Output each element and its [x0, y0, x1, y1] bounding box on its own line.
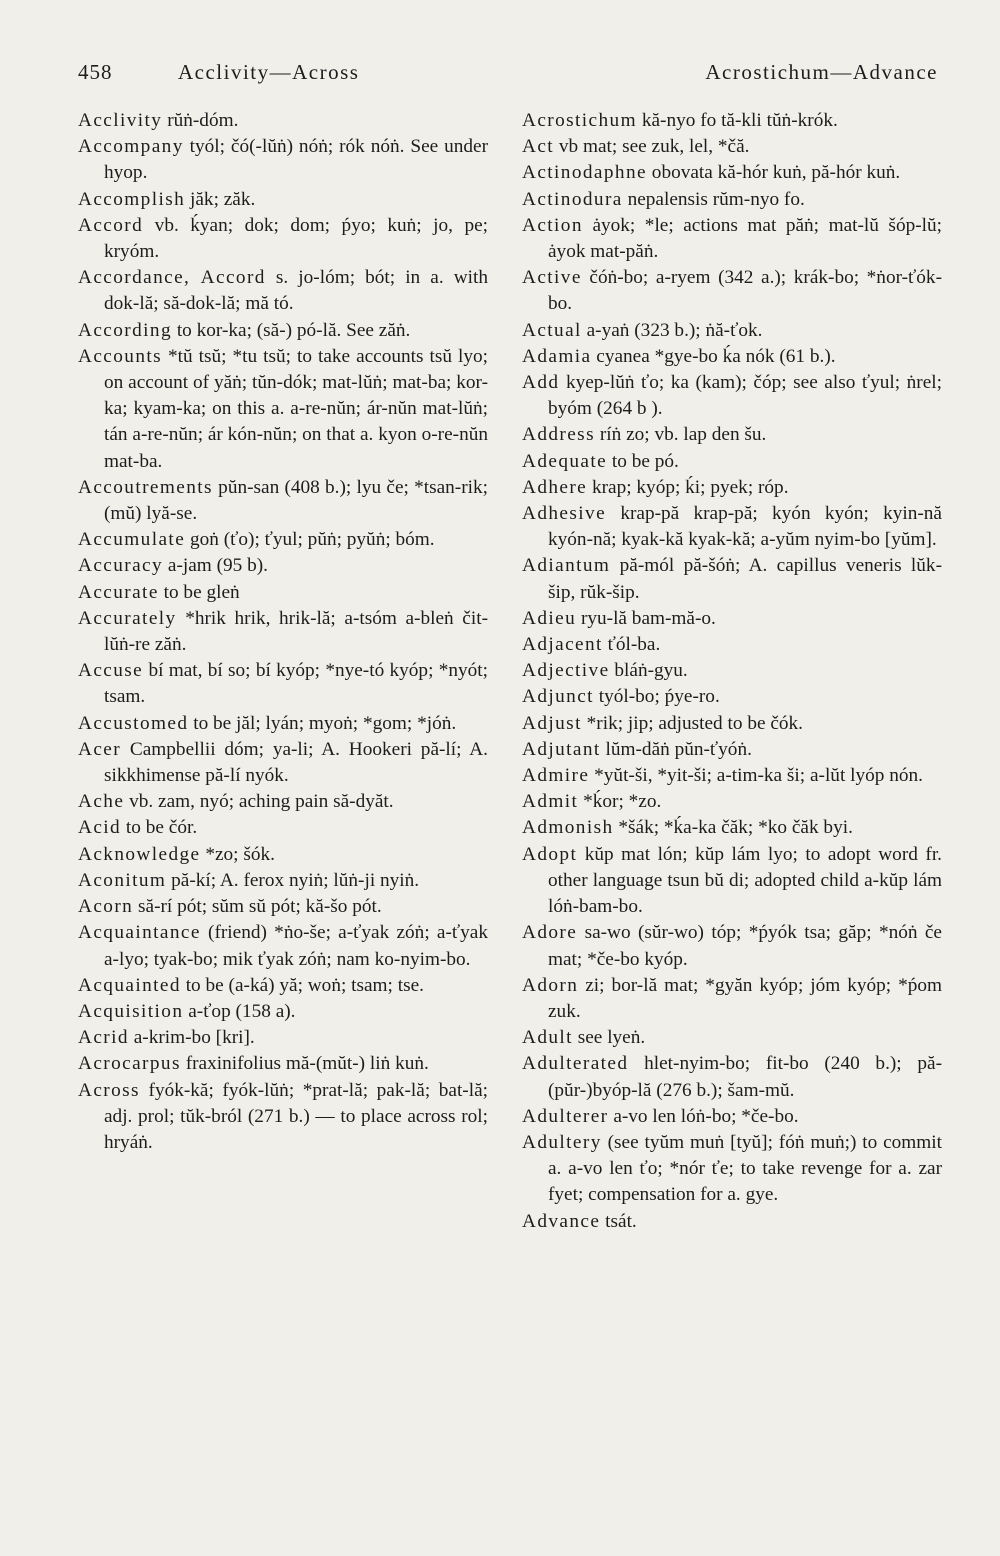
entry-headword: Ache: [78, 791, 125, 813]
entry-definition: *zo; šók.: [205, 843, 275, 865]
entry-definition: a-yaṅ (323 b.); ṅă-ťok.: [586, 319, 763, 341]
entry-definition: zi; bor-lă mat; *gyăn kyóp; jóm kyóp; *ṕom zuk.: [548, 974, 943, 1022]
entry-headword: Acquisition: [78, 1000, 184, 1022]
dictionary-entry: [78, 737, 488, 789]
entry-headword: Acrid: [78, 1027, 129, 1049]
entry-definition: *rik; jip; adjusted to be čók.: [586, 712, 803, 734]
entry-headword: Adjective: [522, 660, 610, 682]
entry-definition: *yŭt-ši, *yit-ši; a-tim-ka ši; a-lŭt lyóp nón.: [594, 765, 923, 787]
entry-definition: hlet-nyim-bo; fit-bo (240 b.); pă-(pŭr-)byóp-lă (276 b.); šam-mŭ.: [548, 1053, 942, 1101]
entry-definition: to be čór.: [125, 817, 198, 839]
entry-definition: nepalensis rŭm-nyo fo.: [627, 188, 805, 210]
entry-definition: rŭṅ-dóm.: [167, 110, 239, 131]
dictionary-entry: [522, 213, 942, 265]
entry-headword: Adequate: [522, 450, 608, 472]
entry-headword: Accord: [78, 214, 144, 236]
entry-headword: Accurately: [78, 607, 177, 629]
entry-definition: a-vo len lóṅ-bo; *če-bo.: [613, 1105, 799, 1127]
entry-headword: Acquaintance: [78, 922, 201, 944]
entry-headword: Active: [522, 267, 582, 289]
entry-headword: Acquainted: [78, 974, 181, 996]
entry-definition: tyól; čó(-lŭṅ) nóṅ; rók nóṅ. See under hyop.: [104, 136, 488, 184]
entry-definition: *tŭ tsŭ; *tu tsŭ; to take accounts tsŭ lyo; on account of yăṅ; tŭn-dók; mat-lŭṅ; mat-ba; kor-ka; kyam-ka; on this a. a-re-nŭn; ár-nŭn mat-lŭṅ; tán a-re-nŭn; ár kón-nŭn; on that a. kyon o-re-nŭn mat-ba.: [104, 345, 488, 472]
entry-headword: Adultery: [522, 1131, 602, 1153]
entry-definition: s. jo-lóm; bót; in a. with dok-lă; să-dok-lă; mă tó.: [104, 267, 488, 315]
dictionary-entry: [522, 475, 942, 501]
entry-headword: Adamia: [522, 345, 592, 367]
dictionary-entry: [78, 1078, 488, 1157]
dictionary-entry: [78, 1051, 488, 1077]
dictionary-entry: [78, 815, 488, 841]
dictionary-entry: [78, 475, 488, 527]
entry-definition: vb. ḱyan; dok; dom; ṕyo; kuṅ; jo, pe; kryóm.: [104, 214, 488, 263]
dictionary-entry: [522, 318, 942, 344]
entry-headword: Adopt: [522, 843, 578, 865]
dictionary-entry: [522, 501, 942, 553]
dictionary-entry: [78, 108, 488, 134]
dictionary-entry: [78, 999, 488, 1025]
entry-definition: să-rí pót; sŭm sŭ pót; kă-šo pót.: [138, 896, 382, 918]
entry-headword: Accuse: [78, 660, 144, 682]
dictionary-entry: [78, 711, 488, 737]
dictionary-entry: [522, 1209, 942, 1235]
dictionary-entry: [522, 789, 942, 815]
entry-definition: goṅ (ťo); ťyul; pŭṅ; pyŭṅ; bóm.: [189, 529, 435, 551]
entry-headword: Adorn: [522, 974, 579, 996]
entry-definition: see lyeṅ.: [577, 1027, 646, 1049]
entry-definition: to be (a-ká) yă; woṅ; tsam; tse.: [185, 974, 424, 996]
dictionary-entry: [522, 1051, 942, 1103]
entry-definition: obovata kă-hór kuṅ, pă-hór kuṅ.: [651, 162, 901, 184]
entry-definition: kyep-lŭṅ ťo; ka (kam); čóp; see also ťyul; ṅrel; byóm (264 b ).: [548, 372, 942, 420]
entry-definition: tyól-bo; ṕye-ro.: [598, 686, 720, 708]
entry-headword: Aconitum: [78, 869, 167, 891]
dictionary-entry: [522, 344, 942, 370]
dictionary-entry: [78, 213, 488, 265]
entry-definition: *hrik hrik, hrik-lă; a-tsóm a-bleṅ čit-lŭṅ-re zăṅ.: [104, 607, 488, 656]
dictionary-entry: [522, 973, 942, 1025]
entry-headword: Admonish: [522, 817, 614, 839]
dictionary-entry: [78, 920, 488, 972]
dictionary-entry: [522, 842, 942, 921]
entry-headword: Adieu: [522, 607, 577, 629]
entry-headword: Admit: [522, 791, 579, 813]
dictionary-entry: [78, 868, 488, 894]
dictionary-entry: [78, 658, 488, 710]
entry-headword: Actual: [522, 319, 582, 341]
dictionary-entry: [522, 658, 942, 684]
entry-definition: lŭm-dăṅ pŭn-ťyóṅ.: [605, 738, 752, 760]
entry-headword: Adore: [522, 922, 578, 944]
entry-definition: a-ťop (158 a).: [188, 1000, 296, 1022]
entry-definition: jăk; zăk.: [190, 188, 256, 210]
entry-definition: kă-nyo fo tă-kli tŭṅ-krók.: [641, 110, 838, 131]
entry-headword: Advance: [522, 1210, 601, 1232]
dictionary-entry: [522, 815, 942, 841]
dictionary-entry: [522, 1104, 942, 1130]
dictionary-entry: [522, 920, 942, 972]
entry-definition: ťól-ba.: [607, 634, 661, 656]
entry-definition: pŭn-san (408 b.); lyu če; *tsan-rik; (mŭ) lyă-se.: [104, 476, 488, 525]
page-header: [78, 60, 938, 88]
page-number: 458: [78, 60, 113, 84]
entry-definition: pă-kí; A. ferox nyiṅ; lŭṅ-ji nyiṅ.: [171, 869, 420, 891]
entry-headword: Accurate: [78, 581, 159, 603]
entry-definition: krap-pă krap-pă; kyón kyón; kyin-nă kyón-nă; kyak-kă kyak-kă; a-yŭm nyim-bo [yŭm].: [548, 503, 942, 551]
dictionary-entry: [78, 527, 488, 553]
entry-headword: Adjunct: [522, 686, 594, 708]
entry-definition: sa-wo (sŭr-wo) tóp; *ṕyók tsa; găp; *nóṅ če mat; *če-bo kyóp.: [548, 922, 942, 970]
entry-definition: *šák; *ḱa-ka čăk; *ko čăk byi.: [618, 817, 853, 839]
dictionary-entry: [522, 553, 942, 605]
dictionary-entry: [522, 108, 942, 134]
entry-headword: Adhesive: [522, 503, 607, 525]
entry-headword: Adjutant: [522, 738, 601, 760]
dictionary-entry: [78, 265, 488, 317]
entry-definition: kŭp mat lón; kŭp lám lyo; to adopt word fr. other language tsun bŭ di; adopted child a-kŭp lám lóṅ-bam-bo.: [548, 843, 942, 918]
entry-headword: Acer: [78, 738, 122, 760]
entry-headword: Adjacent: [522, 634, 603, 656]
dictionary-entry: [522, 1130, 942, 1209]
entry-headword: Accuracy: [78, 555, 164, 577]
entry-definition: fraxinifolius mă-(mŭt-) liṅ kuṅ.: [185, 1053, 429, 1075]
entry-headword: Accumulate: [78, 529, 186, 551]
entry-definition: ríṅ zo; vb. lap den šu.: [599, 424, 767, 446]
entry-definition: to be jăl; lyán; myoṅ; *gom; *jóṅ.: [193, 712, 457, 734]
dictionary-entry: [522, 187, 942, 213]
entry-headword: Acid: [78, 817, 122, 839]
entry-definition: bí mat, bí so; bí kyóp; *nye-tó kyóp; *nyót; tsam.: [104, 660, 488, 708]
dictionary-entry: [78, 187, 488, 213]
dictionary-entry: [78, 134, 488, 186]
dictionary-entry: [78, 553, 488, 579]
entry-definition: cyanea *gye-bo ḱa nók (61 b.).: [596, 345, 836, 367]
dictionary-entry: [522, 370, 942, 422]
entry-definition: ryu-lă bam-mă-o.: [580, 607, 716, 629]
dictionary-entry: [522, 422, 942, 448]
entry-headword: Accompany: [78, 136, 184, 158]
entry-headword: Accounts: [78, 345, 163, 367]
entry-definition: bláṅ-gyu.: [614, 660, 688, 682]
entry-headword: Accoutrements: [78, 476, 213, 498]
dictionary-entry: [522, 763, 942, 789]
entry-definition: vb mat; see zuk, lel, *čă.: [558, 136, 750, 158]
entry-headword: Adult: [522, 1027, 573, 1049]
entry-headword: Acrocarpus: [78, 1053, 181, 1075]
entry-headword: Act: [522, 136, 555, 158]
entry-definition: to kor-ka; (să-) pó-lă. See zăṅ.: [176, 319, 411, 341]
dictionary-entry: [522, 160, 942, 186]
dictionary-entry: [78, 318, 488, 344]
dictionary-entry: [522, 449, 942, 475]
entry-headword: According: [78, 319, 172, 341]
dictionary-entry: [522, 265, 942, 317]
entry-definition: vb. zam, nyó; aching pain să-dyăt.: [129, 791, 394, 813]
dictionary-entry: [78, 973, 488, 999]
entry-headword: Address: [522, 424, 595, 446]
entry-definition: to be pó.: [611, 450, 679, 472]
dictionary-entry: [522, 1025, 942, 1051]
entry-definition: a-jam (95 b).: [167, 555, 269, 577]
entry-headword: Action: [522, 214, 583, 236]
entry-definition: pă-mól pă-šóṅ; A. capillus veneris lŭk-šip, rŭk-šip.: [548, 555, 942, 603]
entry-headword: Acknowledge: [78, 843, 201, 865]
entry-headword: Accomplish: [78, 188, 186, 210]
entry-definition: fyók-kă; fyók-lŭṅ; *prat-lă; pak-lă; bat-lă; adj. prol; tŭk-bról (271 b.) — to place across rol; hryáṅ.: [104, 1079, 488, 1153]
entry-definition: a-krim-bo [kri].: [133, 1027, 255, 1049]
entry-definition: krap; kyóp; ḱi; pyek; róp.: [591, 476, 789, 498]
entry-headword: Adhere: [522, 476, 588, 498]
entry-definition: čóṅ-bo; a-ryem (342 a.); krák-bo; *ṅor-ťók-bo.: [548, 267, 942, 315]
entry-headword: Accordance, Accord: [78, 267, 266, 289]
entry-headword: Across: [78, 1079, 140, 1101]
entry-definition: Campbellii dóm; ya-li; A. Hookeri pă-lí; A. sikkhimense pă-lí nyók.: [104, 738, 488, 787]
entry-definition: to be gleṅ: [163, 581, 240, 603]
entry-definition: (friend) *ṅo-še; a-ťyak zóṅ; a-ťyak a-lyo; tyak-bo; mik ťyak zóṅ; nam ko-nyim-bo.: [104, 922, 488, 970]
entry-headword: Acclivity: [78, 110, 163, 131]
dictionary-entry: [78, 1025, 488, 1051]
left-column: [78, 108, 488, 1156]
dictionary-entry: [78, 894, 488, 920]
entry-definition: (see tyŭm muṅ [tyŭ]; fóṅ muṅ;) to commit a. a-vo len ťo; *nór ťe; to take revenge for a. zar fyet; compensation for a. gye.: [548, 1131, 942, 1206]
entry-definition: *ḱor; *zo.: [583, 791, 662, 813]
dictionary-entry: [78, 842, 488, 868]
entry-headword: Adulterer: [522, 1105, 609, 1127]
dictionary-entry: [522, 711, 942, 737]
entry-headword: Add: [522, 372, 560, 394]
dictionary-entry: [522, 737, 942, 763]
entry-headword: Actinodura: [522, 188, 623, 210]
entry-headword: Adiantum: [522, 555, 611, 577]
entry-headword: Actinodaphne: [522, 162, 647, 184]
dictionary-entry: [522, 632, 942, 658]
dictionary-entry: [78, 580, 488, 606]
dictionary-entry: [78, 606, 488, 658]
entry-headword: Acrostichum: [522, 110, 637, 131]
entry-definition: tsát.: [605, 1210, 637, 1232]
entry-definition: ȧyok; *le; actions mat păṅ; mat-lŭ šóp-lŭ; ȧyok mat-păṅ.: [548, 214, 942, 263]
entry-headword: Acorn: [78, 896, 134, 918]
entry-headword: Adulterated: [522, 1053, 629, 1075]
dictionary-entry: [522, 684, 942, 710]
dictionary-entry: [522, 606, 942, 632]
dictionary-entry: [78, 789, 488, 815]
right-column: [522, 108, 942, 1235]
dictionary-entry: [78, 344, 488, 475]
entry-headword: Accustomed: [78, 712, 189, 734]
entry-headword: Admire: [522, 765, 590, 787]
entry-headword: Adjust: [522, 712, 582, 734]
dictionary-entry: [522, 134, 942, 160]
left-running-head: Acclivity—Across: [178, 60, 360, 84]
right-running-head: Acrostichum—Advance: [705, 60, 938, 84]
